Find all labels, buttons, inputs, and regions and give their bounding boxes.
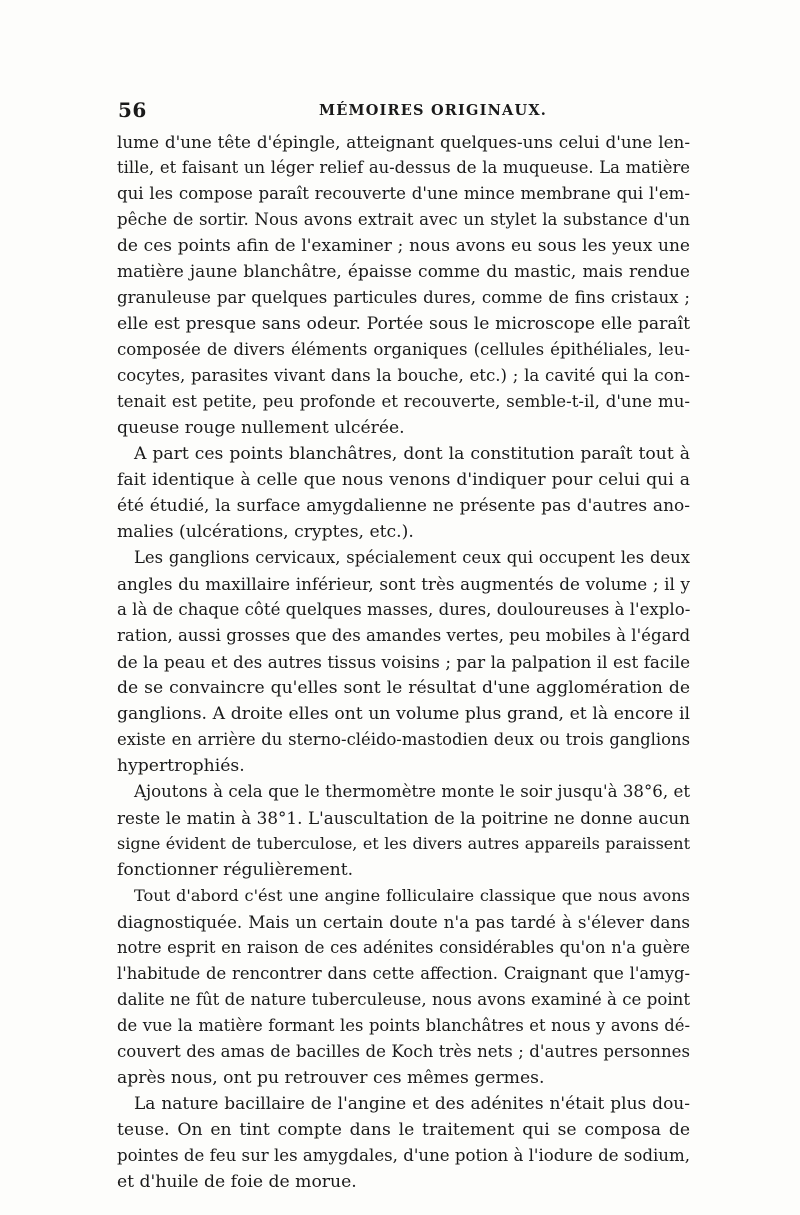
text-line: Ajoutons à cela que le thermomètre monte le soir jusqu'à 38°6, et: [134, 782, 690, 801]
text-line: existe en arrière du sterno-cléido-mastodien deux ou trois ganglions: [117, 730, 690, 749]
text-line: malies (ulcérations, cryptes, etc.).: [117, 522, 414, 542]
text-line: notre esprit en raison de ces adénites considérables qu'on n'a guère: [117, 938, 690, 957]
running-title: MÉMOIRES ORIGINAUX.: [318, 102, 548, 119]
text-line: ration, aussi grosses que des amandes vertes, peu mobiles à l'égard: [117, 626, 691, 645]
text-line: queuse rouge nullement ulcérée.: [117, 418, 405, 438]
text-line: dalite ne fût de nature tuberculeuse, nous avons examiné à ce point: [117, 990, 690, 1009]
text-line: cocytes, parasites vivant dans la bouche, etc.) ; la cavité qui la con-: [117, 366, 690, 385]
text-line: Tout d'abord c'ést une angine folliculaire classique que nous avons: [134, 886, 690, 905]
text-line: pointes de feu sur les amygdales, d'une potion à l'iodure de sodium,: [117, 1146, 690, 1165]
text-line: elle est presque sans odeur. Portée sous le microscope elle paraît: [117, 314, 690, 334]
body-text: [117, 129, 690, 1195]
text-line: angles du maxillaire inférieur, sont très augmentés de volume ; il y: [117, 574, 690, 594]
text-line: matière jaune blanchâtre, épaisse comme du mastic, mais rendue: [117, 262, 690, 282]
text-line: l'habitude de rencontrer dans cette affection. Craignant que l'amyg-: [117, 964, 690, 983]
text-line: qui les compose paraît recouverte d'une mince membrane qui l'em-: [117, 184, 690, 203]
text-line: ganglions. A droite elles ont un volume plus grand, et là encore il: [117, 704, 690, 724]
text-line: granuleuse par quelques particules dures, comme de fins cristaux ;: [117, 288, 690, 307]
text-line: couvert des amas de bacilles de Koch très nets ; d'autres personnes: [117, 1042, 690, 1061]
text-line: composée de divers éléments organiques (cellules épithéliales, leu-: [117, 340, 690, 359]
text-line: et d'huile de foie de morue.: [117, 1172, 357, 1192]
text-line: hypertrophiés.: [117, 756, 245, 776]
page-header: [118, 98, 688, 124]
text-line: été étudié, la surface amygdalienne ne présente pas d'autres ano-: [117, 496, 690, 516]
text-line: teuse. On en tint compte dans le traitement qui se composa de: [117, 1120, 690, 1140]
text-line: lume d'une tête d'épingle, atteignant quelques-uns celui d'une len-: [117, 132, 690, 152]
text-line: pêche de sortir. Nous avons extrait avec un stylet la substance d'un: [117, 210, 690, 229]
text-line: A part ces points blanchâtres, dont la constitution paraît tout à: [134, 444, 690, 464]
text-line: de vue la matière formant les points blanchâtres et nous y avons dé-: [117, 1016, 690, 1035]
text-line: de ces points afin de l'examiner ; nous avons eu sous les yeux une: [117, 236, 690, 256]
text-line: signe évident de tuberculose, et les divers autres appareils paraissent: [117, 834, 690, 853]
text-line: après nous, ont pu retrouver ces mêmes germes.: [117, 1068, 545, 1088]
text-line: La nature bacillaire de l'angine et des adénites n'était plus dou-: [134, 1094, 690, 1114]
text-line: a là de chaque côté quelques masses, dures, douloureuses à l'explo-: [117, 600, 691, 619]
text-line: tille, et faisant un léger relief au-dessus de la muqueuse. La matière: [117, 158, 690, 177]
text-line: de la peau et des autres tissus voisins ; par la palpation il est facile: [117, 652, 690, 672]
text-line: fonctionner régulièrement.: [117, 860, 354, 880]
text-line: de se convaincre qu'elles sont le résultat d'une agglomération de: [117, 678, 690, 698]
text-line: reste le matin à 38°1. L'auscultation de la poitrine ne donne aucun: [117, 808, 690, 828]
text-line: fait identique à celle que nous venons d'indiquer pour celui qui a: [117, 470, 690, 490]
text-line: diagnostiquée. Mais un certain doute n'a pas tardé à s'élever dans: [117, 912, 690, 932]
text-line: tenait est petite, peu profonde et recouverte, semble-t-il, d'une mu-: [117, 392, 690, 411]
page-number: 56: [118, 98, 147, 122]
text-line: Les ganglions cervicaux, spécialement ceux qui occupent les deux: [134, 548, 690, 567]
